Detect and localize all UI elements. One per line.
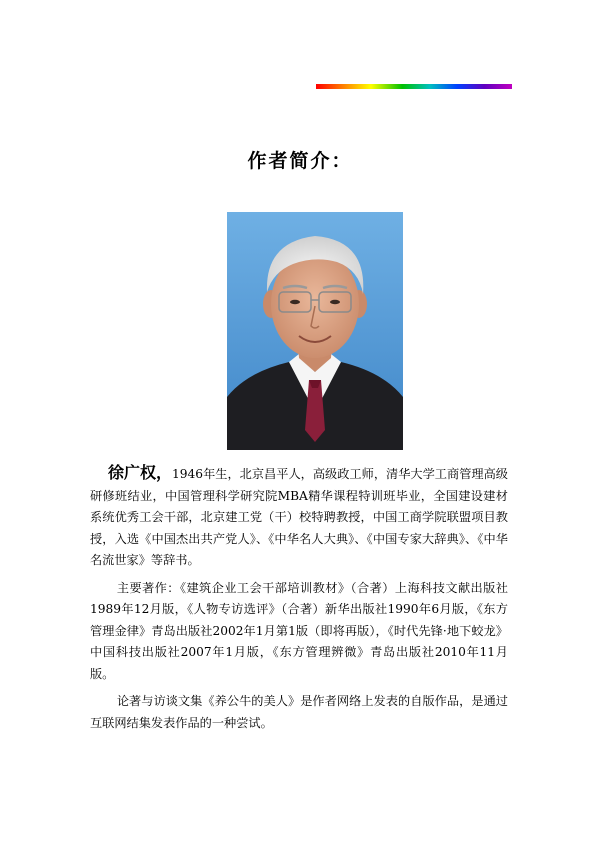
bio-intro-text: 1946年生，北京昌平人，高级政工师，清华大学工商管理高级研修班结业，中国管理科学研究院MBA精华课程特训班毕业，全国建设建材系统优秀工会干部，北京建工党（干）校特聘教授，中国工商学院联盟项目教授，入选《中国杰出共产党人》、《中华名人大典》、《中国专家大辞典》、《中华名流世家》等辞书。: [90, 467, 508, 567]
author-biography: [90, 462, 508, 734]
author-name: 徐广权，: [108, 463, 173, 482]
bio-paragraph-collection: 论著与访谈文集《养公牛的美人》是作者网络上发表的自版作品，是通过互联网结集发表作品的一种尝试。: [90, 694, 508, 730]
rainbow-decoration-bar: [316, 84, 512, 89]
page-title: 作者简介：: [247, 150, 353, 172]
author-portrait-photo: [227, 212, 403, 450]
bio-paragraph-works: 主要著作：《建筑企业工会干部培训教材》（合著）上海科技文献出版社1989年12月版，《人物专访选评》（合著）新华出版社1990年6月版，《东方管理金律》青岛出版社2002年1月第1版（即将再版），《时代先锋·地下蛟龙》中国科技出版社2007年1月版，《东方管理辨微》青岛出版社2010年11月版。: [90, 580, 508, 681]
bio-paragraph-intro: [90, 462, 508, 572]
